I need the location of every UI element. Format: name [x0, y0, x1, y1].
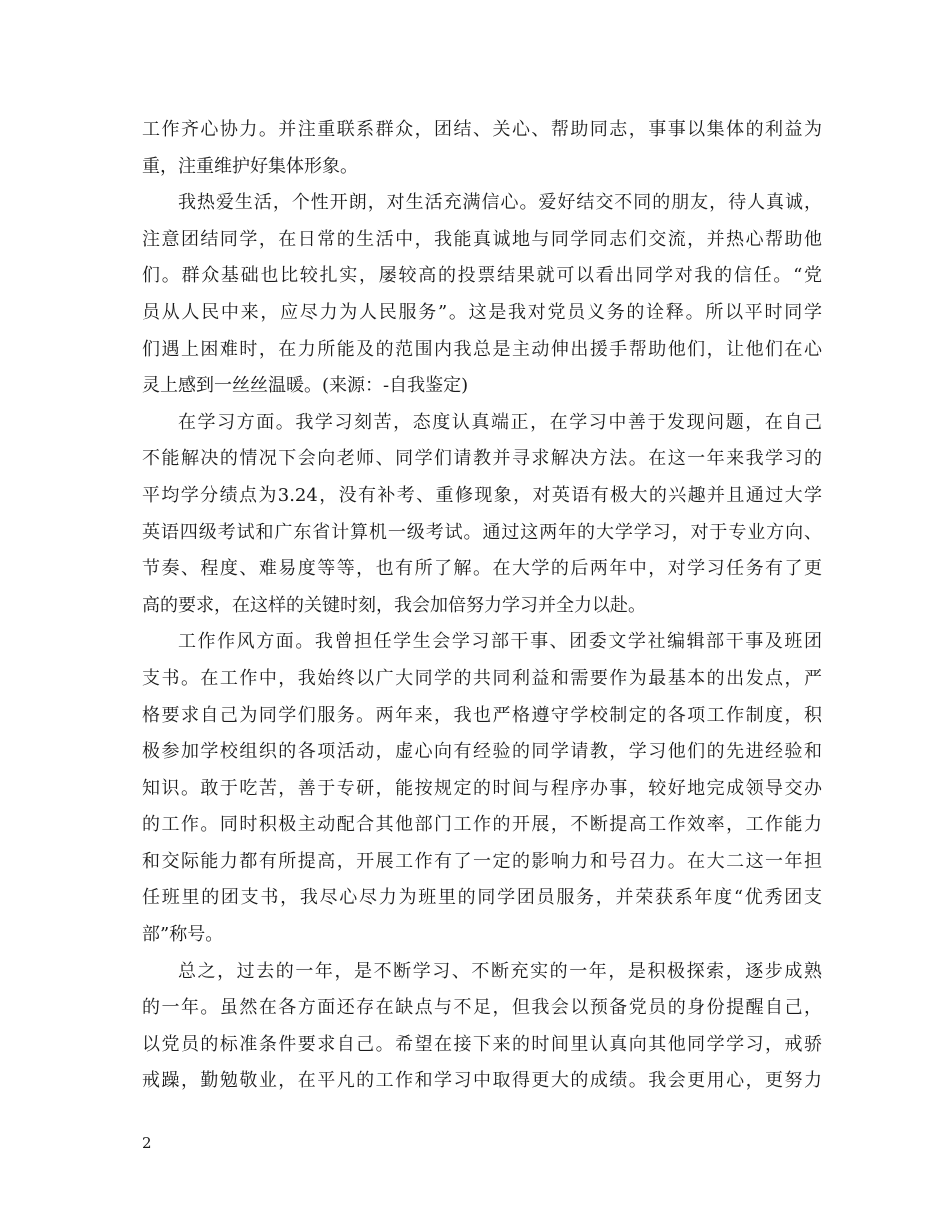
text-line: 任班里的团支书，我尽心尽力为班里的同学团员服务，并荣获系年度“优秀团支 — [142, 887, 822, 909]
text-line: 重，注重维护好集体形象。 — [142, 155, 358, 177]
text-line: 极参加学校组织的各项活动，虚心向有经验的同学请教，学习他们的先进经验和 — [142, 741, 822, 763]
text-line: 们遇上困难时，在力所能及的范围内我总是主动伸出援手帮助他们，让他们在心 — [142, 338, 822, 360]
text-line: 的一年。虽然在各方面还存在缺点与不足，但我会以预备党员的身份提醒自己， — [142, 997, 822, 1019]
text-line: 总之，过去的一年，是不断学习、不断充实的一年，是积极探索，逐步成熟 — [178, 960, 822, 982]
text-line: 知识。敢于吃苦，善于专研，能按规定的时间与程序办事，较好地完成领导交办 — [142, 777, 822, 799]
text-line: 工作齐心协力。并注重联系群众，团结、关心、帮助同志，事事以集体的利益为 — [142, 119, 822, 140]
text-line: 高的要求，在这样的关键时刻，我会加倍努力学习并全力以赴。 — [142, 594, 646, 616]
page-number: 2 — [142, 1134, 152, 1152]
text-line: 不能解决的情况下会向老师、同学们请教并寻求解决方法。在这一年来我学习的 — [142, 448, 822, 470]
text-line: 的工作。同时积极主动配合其他部门工作的开展，不断提高工作效率，工作能力 — [142, 814, 822, 836]
text-line: 平均学分绩点为3.24，没有补考、重修现象，对英语有极大的兴趣并且通过大学 — [142, 484, 822, 506]
text-line: 以党员的标准条件要求自己。希望在接下来的时间里认真向其他同学学习，戒骄 — [142, 1033, 822, 1055]
text-line: 支书。在工作中，我始终以广大同学的共同利益和需要作为最基本的出发点，严 — [142, 667, 822, 689]
text-line: 在学习方面。我学习刻苦，态度认真端正，在学习中善于发现问题，在自己 — [178, 411, 822, 433]
text-line: 英语四级考试和广东省计算机一级考试。通过这两年的大学学习，对于专业方向、 — [142, 521, 822, 543]
text-line: 们。群众基础也比较扎实，屡较高的投票结果就可以看出同学对我的信任。“党 — [142, 265, 822, 287]
text-line: 员从人民中来，应尽力为人民服务”。这是我对党员义务的诠释。所以平时同学 — [142, 301, 822, 323]
text-line: 我热爱生活，个性开朗，对生活充满信心。爱好结交不同的朋友，待人真诚， — [178, 192, 822, 214]
text-line: 和交际能力都有所提高，开展工作有了一定的影响力和号召力。在大二这一年担 — [142, 850, 822, 872]
text-line: 部”称号。 — [142, 924, 224, 946]
text-line: 工作作风方面。我曾担任学生会学习部干事、团委文学社编辑部干事及班团 — [178, 631, 822, 653]
text-line: 戒躁，勤勉敬业，在平凡的工作和学习中取得更大的成绩。我会更用心，更努力 — [142, 1070, 822, 1092]
body-text — [142, 112, 822, 1100]
text-line: 注意团结同学，在日常的生活中，我能真诚地与同学同志们交流，并热心帮助他 — [142, 228, 822, 250]
text-line: 节奏、程度、难易度等等，也有所了解。在大学的后两年中，对学习任务有了更 — [142, 558, 822, 580]
text-line: 灵上感到一丝丝温暖。(来源：-自我鉴定) — [142, 375, 469, 397]
text-line: 格要求自己为同学们服务。两年来，我也严格遵守学校制定的各项工作制度，积 — [142, 704, 822, 726]
